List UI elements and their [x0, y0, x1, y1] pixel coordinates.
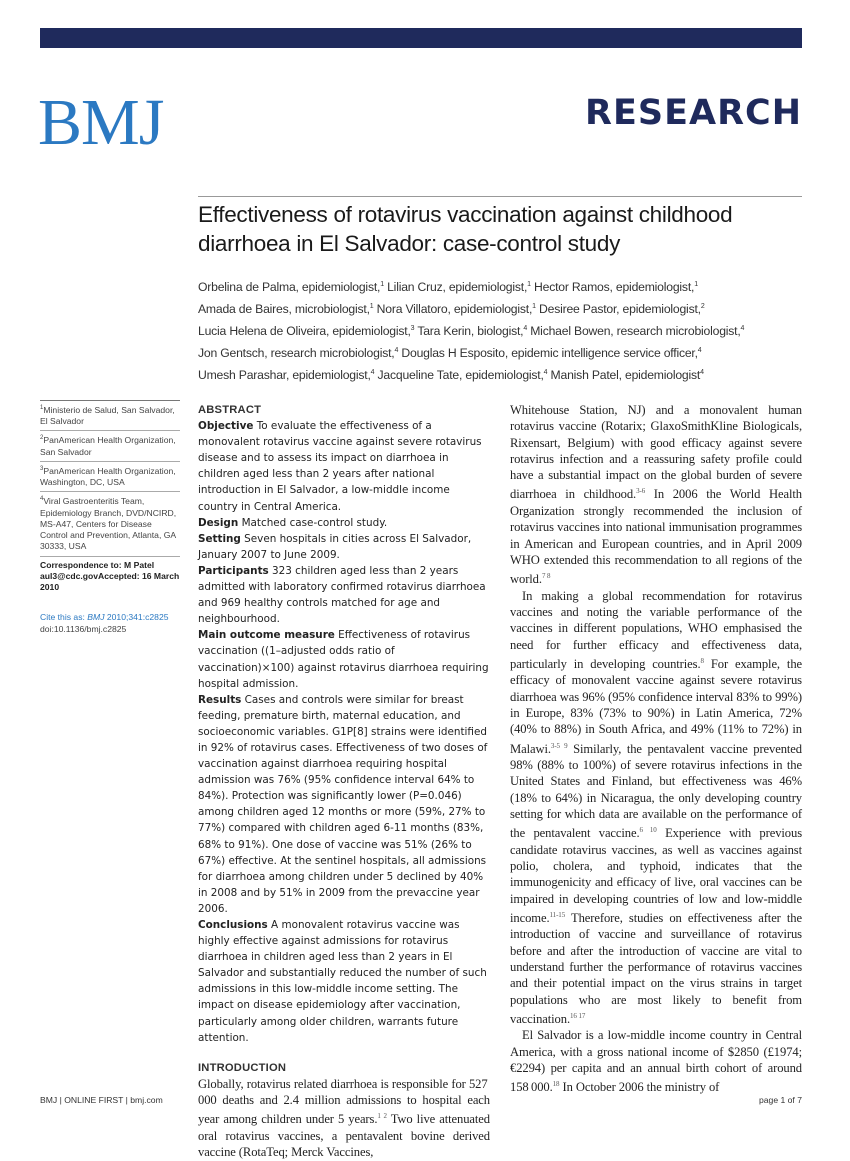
top-color-bar [40, 28, 802, 48]
affiliation-item: $^4$Viral Gastroenteritis Team, Epidemiology Branch, DVD/NCIRD, MS-A47, Centers for Disease Control and Prevention, Atlanta, GA 30333, USA [40, 492, 180, 556]
sidebar-affiliations [40, 401, 180, 594]
introduction-heading: INTRODUCTION [198, 1061, 287, 1074]
body-paragraph: In making a global recommendation for rotavirus vaccines and noting the variable performance of the vaccines in different populations, WHO emphasised the need for further efficacy and effectiveness data, particularly in developing countries.$^8$ For example, the efficacy of monovalent vaccine against severe rotavirus diarrhoea was 96% (95% confidence interval 83% to 99%) in Europe, 83% (73% to 90%) in Latin America, 72% (40% to 88%) in South Africa, and 49% (11% to 72%) in Malawi.$^{3-5 9}$ Similarly, the pentavalent vaccine prevented 98% (88% to 100%) of severe rotavirus infections in the United States and Finland, but effectiveness was 46% (18% to 64%) in Nicaragua, the only developing country setting for which data are available on the performance of the pentavalent vaccine.$^{6 10}$ Experience with previous candidate rotavirus vaccines, as well as vaccines against polio, cholera, and typhoid, indicates that the immunogenicity and efficacy of live, oral vaccines can be impaired in developing countries of low and low-middle income.$^{11-15}$ Therefore, studies on effectiveness after the introduction of vaccine and surveillance of rotavirus before and after the introduction of vaccine are vital to understand further the performance of rotavirus vaccines and their potential impact on the virus strains in target populations who are most likely to benefit from vaccination.$^{16 17}$ [510, 588, 803, 1026]
correspondence: Correspondence to: M Patel aul3@cdc.govAccepted: 16 March 2010 [40, 559, 180, 593]
abstract-objective: Objective To evaluate the effectiveness of a monovalent rotavirus vaccine against severe rotavirus disease and to assess its impact on diarrhoea in children aged less than 2 years after national introduction in El Salvador, a low-middle income country in Central America. [198, 420, 482, 513]
correspondence-email[interactable]: aul3@cdc.govAccepted: 16 March 2010 [40, 571, 180, 593]
affiliation-item: $^1$Ministerio de Salud, San Salvador, El Salvador [40, 401, 180, 431]
section-label: RESEARCH [585, 93, 802, 133]
citation-box: Cite this as: BMJ 2010;341:c2825 doi:10.1136/bmj.c2825 [40, 612, 169, 634]
affiliation-item: $^3$PanAmerican Health Organization, Washington, DC, USA [40, 462, 180, 492]
abstract-outcome: Main outcome measure Effectiveness of rotavirus vaccination ((1–adjusted odds ratio of vaccination)×100) against rotavirus diarrhoea requiring hospital admission. [198, 629, 489, 690]
abstract-participants: Participants 323 children aged less than 2 years admitted with laboratory confirmed rotavirus diarrhoea and 969 healthy controls matched for age and neighbourhood. [198, 564, 486, 626]
body-paragraph: Whitehouse Station, NJ) and a monovalent human rotavirus vaccine (Rotarix; GlaxoSmithKline Biologicals, Rixensart, Belgium) with good efficacy against severe rotavirus infection and a reassuring safety profile could have a substantial impact on the global burden of severe diarrhoea in childhood.$^{3-6}$ In 2006 the World Health Organization strongly recommended the inclusion of rotavirus vaccines into national immunisation programmes in American and European countries, and in April 2009 WHO extended this recommendation to all regions of the world.$^{7 8}$ [510, 403, 803, 587]
footer-journal: BMJ | ONLINE FIRST | bmj.com [40, 1095, 163, 1105]
abstract-results: Results Cases and controls were similar for breast feeding, premature birth, maternal education, and socioeconomic variables. G1P[8] strains were identified in 92% of rotavirus cases. Effectiveness of two doses of vaccination against diarrhoea requiring hospital admission was 76% (95% confidence interval 64% to 84%). Protection was significantly lower (P=0.046) among children aged 12 months or more (59%, 27% to 77%) compared with children aged 6-11 months (83%, 68% to 91%). One dose of vaccine was 51% (26% to 67%) effective. At the sentinel hospitals, all admissions for diarrhoea among children under 5 declined by 40% in 2008 and by 51% in 2009 from the prevaccine year 2006. [198, 693, 488, 915]
introduction-paragraph: Globally, rotavirus related diarrhoea is responsible for 527 000 deaths and 2.4 million admissions to hospital each year among children under 5 years.$^{1 2}$ Two live attenuated oral rotavirus vaccines, a pentavalent bovine derived vaccine (RotaTeq; Merck Vaccines, [198, 1076, 490, 1160]
author-list: Orbelina de Palma, epidemiologist,$^1$ Lilian Cruz, epidemiologist,$^1$ Hector Ramos, epidemiologist,$^1$ Amada de Baires, microbiologist,$^1$ Nora Villatoro, epidemiologist,$^1$ Desiree Pastor, epidemiologist,$^2$ Lucia Helena de Oliveira, epidemiologist,$^3$ Tara Kerin, biologist,$^4$ Michael Bowen, research microbiologist,$^4$ Jon Gentsch, research microbiologist,$^4$ Douglas H Esposito, epidemic intelligence service officer,$^4$ Umesh Parashar, epidemiologist,$^4$ Jacqueline Tate, epidemiologist,$^4$ Manish Patel, epidemiologist$^4$ [198, 280, 745, 383]
affiliation-item: $^2$PanAmerican Health Organization, San Salvador [40, 431, 180, 461]
abstract-setting: Setting Seven hospitals in cities across El Salvador, January 2007 to June 2009. [198, 532, 472, 561]
abstract-heading: ABSTRACT [198, 404, 262, 416]
footer-page-number: page 1 of 7 [758, 1095, 802, 1105]
journal-logo: BMJ [38, 86, 164, 159]
body-column [510, 402, 802, 1096]
doi-link[interactable]: doi:10.1136/bmj.c2825 [40, 623, 127, 634]
title-divider [198, 196, 802, 197]
abstract-conclusions: Conclusions A monovalent rotavirus vaccine was highly effective against admissions for rotavirus diarrhoea in children aged less than 2 years in El Salvador and substantially reduced the number of such admissions in this low-middle income setting. The impact on disease epidemiology after vaccination, particularly among older children, warrants future attention. [198, 919, 487, 1044]
article-title: Effectiveness of rotavirus vaccination against childhood diarrhoea in El Salvador: case-control study [198, 202, 733, 256]
abstract-design: Design Matched case-control study. [198, 516, 388, 529]
abstract-column [198, 402, 490, 1161]
body-paragraph: El Salvador is a low-middle income country in Central America, with a gross national income of $2850 (£1974; €2294) per capita and an annual birth cohort of around 158 000.18 In October 2006 the ministry of [510, 1028, 802, 1095]
